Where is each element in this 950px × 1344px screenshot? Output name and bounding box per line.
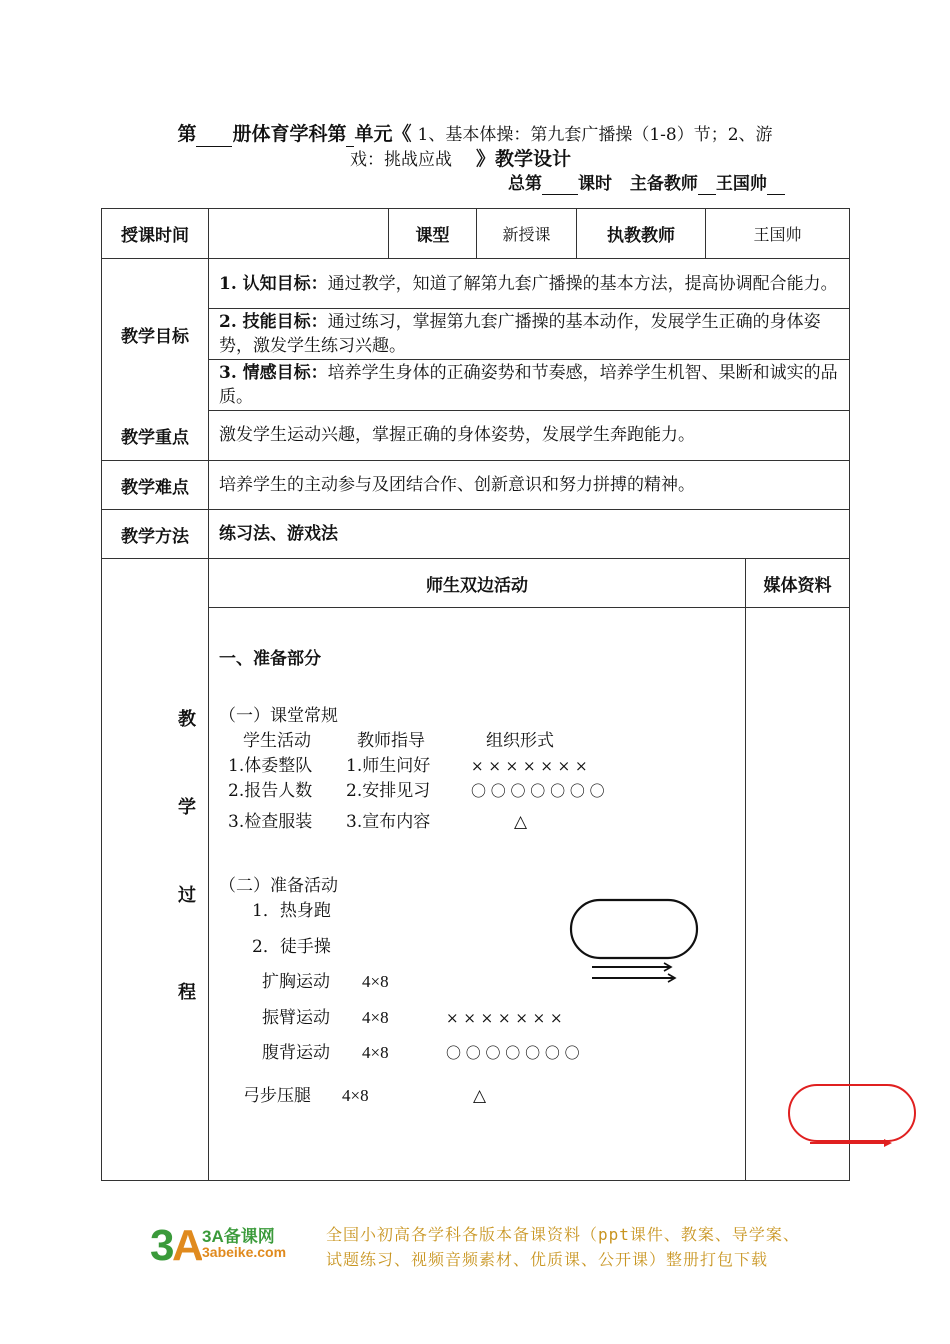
process-char: 学 [178,797,196,818]
svg-text:A: A [172,1221,202,1266]
list-item: 1．热身跑 [252,901,331,921]
document-title: 第 册体育学科第 单元《 1、基本体操：第九套广播操（1-8）节；2、游 [177,123,773,145]
table-row [102,461,850,510]
process-label-cell [102,559,209,1181]
process-char: 过 [178,885,196,906]
track-diagram [560,892,710,988]
process-char: 程 [178,982,196,1003]
exercise-name: 扩胸运动 [262,972,330,992]
list-item: 2.安排见习 [346,781,431,801]
exercise-name: 振臂运动 [262,1008,330,1028]
media-header: 媒体资料 [746,559,850,608]
media-track-diagram [780,1078,925,1150]
formation-circles: 〇 〇 〇 〇 〇 〇 〇 [446,1044,580,1062]
document-subtitle: 总第 课时 主备教师 王国帅 [508,173,785,195]
footer-text [326,1222,800,1272]
logo-mark-icon [150,1220,202,1266]
activity-header: 师生双边活动 [209,559,746,608]
goal-2: 2. 技能目标：通过练习，掌握第九套广播操的基本动作，发展学生正确的身体姿势，激发学生练习兴趣。 [209,309,850,360]
list-item: 2．徒手操 [252,937,331,957]
list-item: 3.检查服装 [228,812,313,832]
list-item: 1.体委整队 [228,756,313,776]
exercise-count: 4×8 [362,1043,389,1062]
footer-logo [150,1220,287,1270]
formation-crosses: × × × × × × × [446,1009,563,1027]
table-row [102,309,850,360]
type-value: 新授课 [477,209,577,259]
table-row [102,411,850,461]
list-item: 2.报告人数 [228,781,313,801]
goal-3: 3. 情感目标：培养学生身体的正确姿势和节奏感，培养学生机智、果断和诚实的品质。 [209,360,850,411]
exercise-name: 腹背运动 [262,1043,330,1063]
document-title-line2: 戏：挑战应战 》教学设计 [350,148,572,170]
table-row [102,209,850,259]
type-label: 课型 [389,209,477,259]
track-loop [789,1085,915,1141]
footer-line: 试题练习、视频音频素材、优质课、公开课）整册打包下载 [326,1250,769,1269]
lesson-plan-table [101,208,850,1181]
formation-crosses: × × × × × × × [471,757,588,775]
exercise-name: 弓步压腿 [243,1086,311,1106]
process-char: 教 [178,709,196,730]
teacher-value: 王国帅 [706,209,850,259]
method-label: 教学方法 [102,510,209,559]
exercise-count: 4×8 [342,1086,369,1105]
time-label: 授课时间 [102,209,209,259]
table-row [102,360,850,411]
footer-line: 全国小初高各学科各版本备课资料（ppt课件、教案、导学案、 [326,1225,800,1244]
col-form: 组织形式 [486,731,554,751]
col-teacher: 教师指导 [357,731,425,751]
focus-label: 教学重点 [102,411,209,461]
teacher-marker: △ [514,812,528,832]
subsection-heading: （二）准备活动 [219,876,338,896]
exercise-count: 4×8 [362,972,389,991]
goal-1: 1. 认知目标：通过教学，知道了解第九套广播操的基本方法，提高协调配合能力。 [209,259,850,309]
teacher-marker: △ [473,1086,487,1106]
list-item: 1.师生问好 [346,756,431,776]
logo-title: 3A备课网 [202,1227,275,1246]
logo-url: 3abeike.com [202,1244,287,1260]
svg-text:3: 3 [150,1221,175,1266]
table-row [102,259,850,309]
track-loop [571,900,697,958]
time-value [209,209,389,259]
formation-circles: 〇 〇 〇 〇 〇 〇 〇 [471,782,605,800]
section-heading: 一、准备部分 [219,649,321,669]
difficulty-text: 培养学生的主动参与及团结合作、创新意识和努力拼搏的精神。 [209,461,850,510]
focus-text: 激发学生运动兴趣，掌握正确的身体姿势，发展学生奔跑能力。 [209,411,850,461]
difficulty-label: 教学难点 [102,461,209,510]
table-row [102,559,850,608]
col-student: 学生活动 [243,731,311,751]
goals-label: 教学目标 [102,259,209,411]
table-row [102,510,850,559]
exercise-count: 4×8 [362,1008,389,1027]
subsection-heading: （一）课堂常规 [219,706,338,726]
method-text: 练习法、游戏法 [209,510,850,559]
teacher-label: 执教教师 [577,209,706,259]
list-item: 3.宣布内容 [346,812,431,832]
